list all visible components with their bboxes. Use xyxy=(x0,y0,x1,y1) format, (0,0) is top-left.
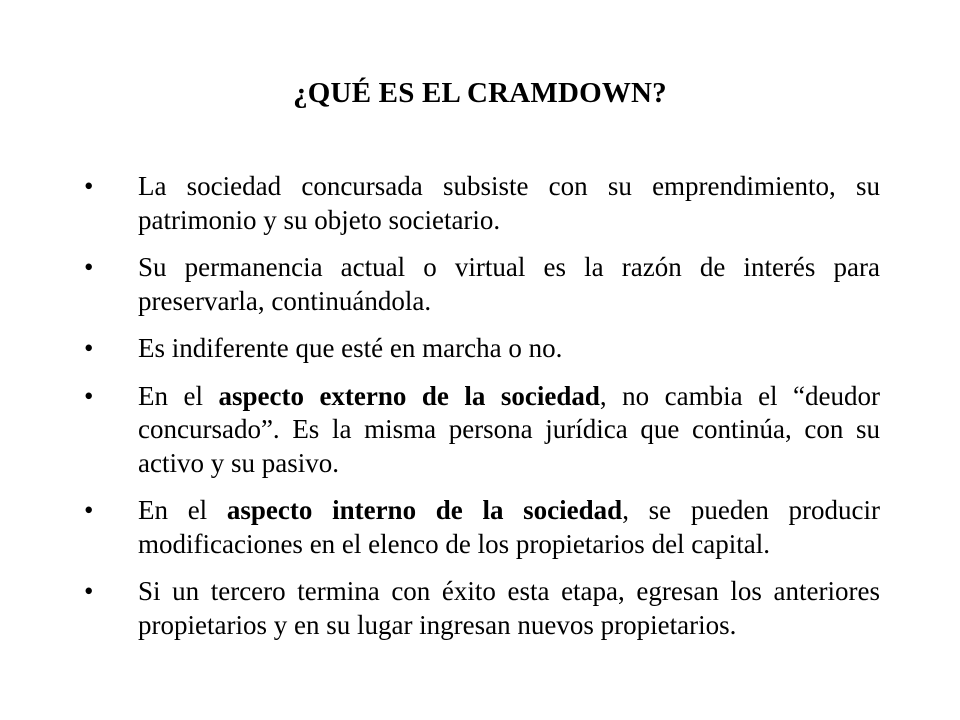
bullet-dot-icon: • xyxy=(84,576,94,606)
bullet-text-rest: , no cambia el “deudor concursado”. Es la misma persona jurídica que continúa, con su activo y su pasivo. xyxy=(138,380,881,478)
bullet-text: Su permanencia actual o virtual es la razón de interés para preservarla, continuándola. xyxy=(138,252,880,316)
bullet-item-1 xyxy=(84,170,880,237)
bullet-dot-icon: • xyxy=(84,380,94,411)
bullet-text: Es indiferente que esté en marcha o no. xyxy=(138,333,563,363)
bullet-text xyxy=(138,381,880,478)
bullet-dot-icon: • xyxy=(84,252,94,282)
bullet-item-2 xyxy=(84,251,880,318)
bullet-text-lead: En el xyxy=(138,380,219,411)
bullet-bold-phrase: aspecto externo de la sociedad xyxy=(218,380,600,411)
bullet-dot-icon: • xyxy=(84,171,94,201)
bullet-dot-icon: • xyxy=(84,495,94,525)
bullet-item-5 xyxy=(84,494,880,561)
bullet-list xyxy=(84,170,880,656)
bullet-text: La sociedad concursada subsiste con su emprendimiento, su patrimonio y su objeto societario. xyxy=(138,171,880,235)
slide-title: ¿QUÉ ES EL CRAMDOWN? xyxy=(293,77,667,109)
bullet-dot-icon: • xyxy=(84,333,94,363)
bullet-item-3 xyxy=(84,332,880,366)
bullet-item-6 xyxy=(84,575,880,642)
bullet-text xyxy=(138,495,880,559)
bullet-text-lead: En el xyxy=(138,495,227,525)
bullet-item-4 xyxy=(84,380,880,481)
bullet-text-rest: , se pueden producir modificaciones en el elenco de los propietarios del capital. xyxy=(138,495,880,559)
bullet-text: Si un tercero termina con éxito esta etapa, egresan los anteriores propietarios y en su lugar ingresan nuevos propietarios. xyxy=(138,576,880,640)
bullet-bold-phrase: aspecto interno de la sociedad xyxy=(226,495,623,525)
